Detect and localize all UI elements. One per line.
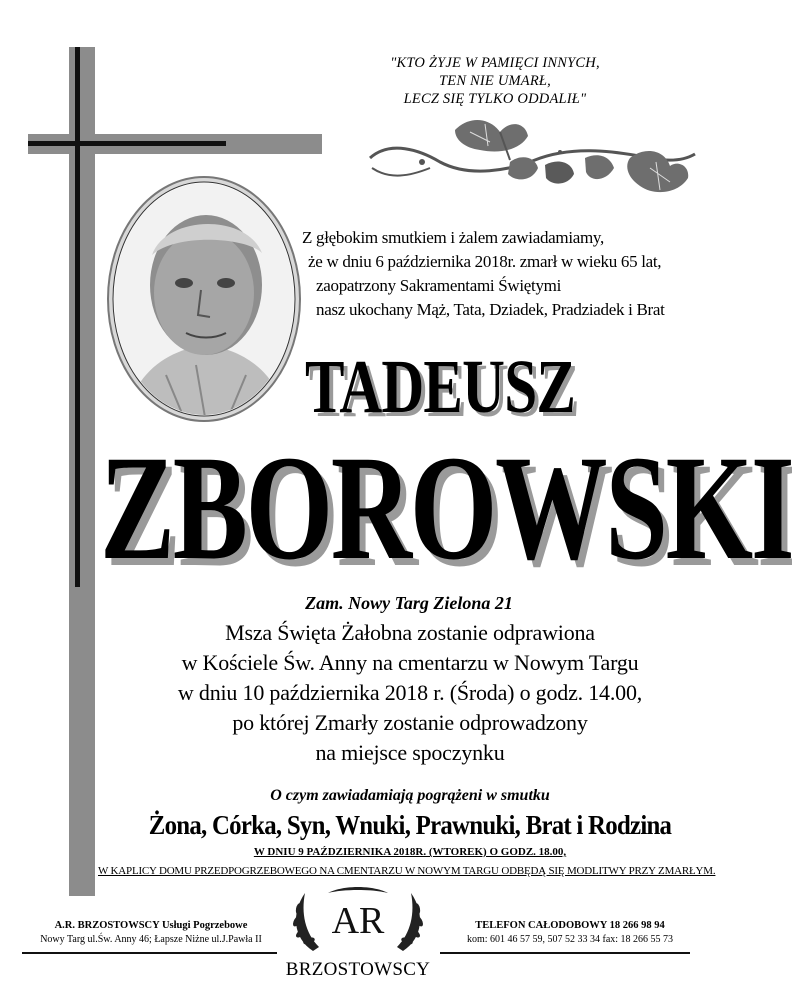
logo-letters: AR (331, 900, 385, 942)
mourners-intro: O czym zawiadamiają pogrążeni w smutku (270, 787, 550, 804)
funeral-mass-details (90, 618, 730, 768)
deceased-first-name: TADEUSZ (305, 345, 576, 429)
intro-line-1: Z głębokim smutkiem i żalem zawiadamiamy, (302, 228, 604, 247)
prayer-location-text: W KAPLICY DOMU PRZEDPOGRZEBOWEGO NA CMENTARZU W NOWYM TARGU ODBĘDĄ SIĘ MODLITWY PRZY ZMARŁYM. (98, 865, 716, 877)
mass-line-3: w dniu 10 października 2018 r. (Środa) o godz. 14.00, (177, 680, 643, 705)
quote-line-1: "KTO ŻYJE W PAMIĘCI INNYCH, (390, 55, 600, 71)
contact-numbers: kom: 601 46 57 59, 507 52 33 34 fax: 18 266 55 73 (466, 934, 674, 945)
cross-inner-vertical-line (75, 47, 80, 587)
prayer-date-text: W DNIU 9 PAŹDZIERNIKA 2018R. (WTOREK) O GODZ. 18.00, (253, 846, 567, 858)
mass-line-5: na miejsce spoczynku (315, 740, 505, 765)
phone-24h: TELEFON CAŁODOBOWY 18 266 98 94 (475, 920, 665, 931)
portrait-photo (106, 175, 302, 423)
cross-inner-horizontal-line (28, 141, 226, 146)
memorial-quote (330, 54, 660, 108)
logo-company-name: BRZOSTOWSCY (285, 959, 431, 980)
quote-line-2: TEN NIE UMARŁ, (439, 73, 551, 89)
footer-divider-right (440, 952, 690, 954)
prayer-location (98, 864, 716, 878)
funeral-home-address: Nowy Targ ul.Św. Anny 46; Łapsze Niżne ul.J.Pawła II (40, 934, 262, 945)
intro-line-4: nasz ukochany Mąż, Tata, Dziadek, Pradziadek i Brat (316, 300, 665, 319)
deceased-last-name: ZBOROWSKI (100, 425, 792, 591)
deceased-address: Zam. Nowy Targ Zielona 21 (305, 593, 513, 613)
mass-line-4: po której Zmarły zostanie odprowadzony (232, 710, 588, 735)
mourners-family: Żona, Córka, Syn, Wnuki, Prawnuki, Brat i Rodzina (148, 810, 672, 840)
intro-line-2: że w dniu 6 października 2018r. zmarł w wieku 65 lat, (308, 252, 662, 271)
footer-divider-left (22, 952, 277, 954)
mass-line-1: Msza Święta Żałobna zostanie odprawiona (225, 620, 595, 645)
cross-icon (69, 47, 95, 896)
intro-line-3: zaopatrzony Sakramentami Świętymi (316, 276, 562, 295)
quote-line-3: LECZ SIĘ TYLKO ODDALIŁ" (403, 91, 587, 107)
announcement-intro (302, 226, 702, 322)
mass-line-2: w Kościele Św. Anny na cmentarzu w Nowym Targu (181, 650, 639, 675)
prayer-date (90, 845, 730, 859)
funeral-home-name: A.R. BRZOSTOWSCY Usługi Pogrzebowe (54, 920, 248, 931)
laurel-wreath-logo (283, 883, 433, 955)
grapevine-leaves-icon (360, 110, 700, 210)
